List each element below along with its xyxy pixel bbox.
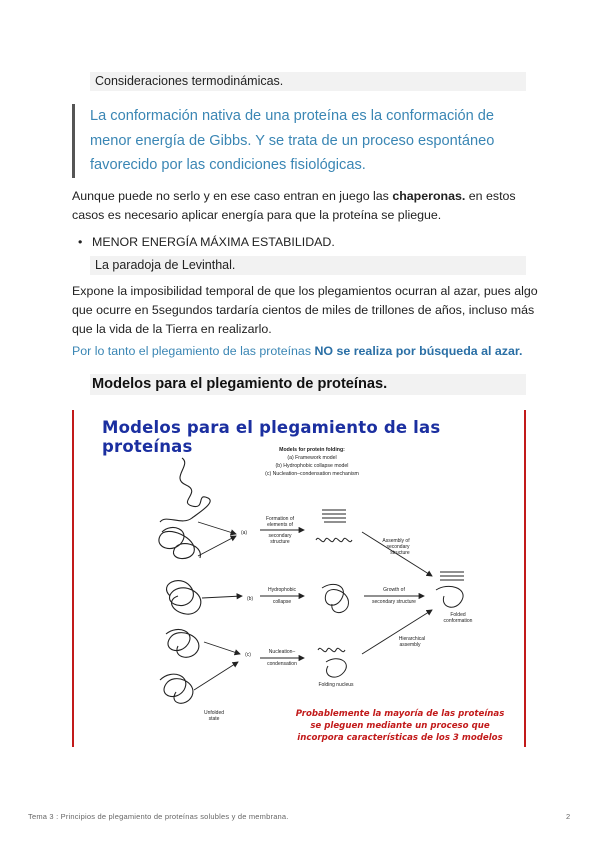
step-c-2: condensation (267, 661, 297, 667)
step-a-2: elements of (267, 522, 293, 528)
assembly-2: secondary (386, 544, 410, 550)
step-a-1: Formation of (265, 516, 295, 522)
unfolded-1: Unfolded (203, 710, 225, 716)
assembly-1: Assembly of (382, 538, 410, 544)
figure-title: Modelos para el plegamiento de las proteínas (102, 418, 441, 456)
note-line-3: incorpora características de los 3 modelos (297, 733, 503, 743)
conclusion-bold: NO se realiza por búsqueda al azar. (314, 344, 523, 358)
legend-title: Models for protein folding: (279, 447, 345, 453)
legend-b: (b) Hydrophobic collapse model (275, 463, 349, 469)
intermediate-structures (316, 510, 464, 677)
paragraph-chaperonas (72, 187, 542, 225)
label-a: (a) (240, 530, 248, 536)
paragraph-levinthal: Expone la imposibilidad temporal de que los plegamientos ocurran al azar, pues algo que ocurre en 5segundos tardaría cientos de miles de trillones de años, incluso más que la vida de la Tierra en realizarlo. (72, 284, 538, 336)
note-line-2: se pleguen mediante un proceso que (310, 721, 490, 731)
unfolded-chains (159, 458, 210, 703)
step-a-4: structure (270, 539, 290, 545)
folding-models-figure (72, 410, 526, 747)
conclusion-line (72, 342, 522, 360)
step-c-1: Nucleation– (268, 649, 296, 655)
step-b-2: collapse (272, 599, 292, 605)
bullet-icon: • (78, 235, 83, 249)
paragraph1-text-after: en estos casos es necesario aplicar energía para que la proteína se pliegue. (72, 189, 516, 222)
label-c: (c) (245, 652, 251, 658)
folding-diagram (74, 410, 524, 747)
section-heading: Consideraciones termodinámicas. (90, 72, 526, 91)
legend-a: (a) Framework model (287, 455, 337, 461)
growth-1: Growth of (383, 587, 405, 593)
hierarchical-1: Hierarchical (398, 636, 426, 642)
step-a-3: secondary (268, 533, 292, 539)
hierarchical-2: assembly (399, 642, 421, 648)
step-b-1: Hydrophobic (267, 587, 297, 593)
folded-2: conformation (443, 618, 473, 624)
bullet-item (78, 233, 335, 251)
highlight-quote: La conformación nativa de una proteína es la conformación de menor energía de Gibbs. Y se trata de un proceso espontáneo favorecido por las condiciones fisiológicas. (72, 104, 532, 178)
unfolded-2: state (208, 716, 220, 722)
paragraph1-text-before: Aunque puede no serlo y en ese caso entran en juego las (72, 189, 393, 203)
legend-c: (c) Nucleation–condensation mechanism (265, 471, 359, 477)
folded-1: Folded (450, 612, 466, 618)
paragraph1-bold: chaperonas. (392, 189, 466, 203)
growth-2: secondary structure (372, 599, 416, 605)
bullet-text: MENOR ENERGÍA MÁXIMA ESTABILIDAD. (92, 235, 335, 249)
models-section-title: Modelos para el plegamiento de proteínas. (90, 374, 526, 395)
assembly-3: structure (390, 550, 410, 556)
note-line-1: Probablemente la mayoría de las proteínas (295, 709, 505, 719)
levinthal-subheading: La paradoja de Levinthal. (90, 256, 526, 275)
folding-nucleus-label: Folding nucleus (318, 682, 354, 688)
conclusion-text: Por lo tanto el plegamiento de las proteínas (72, 344, 315, 358)
label-b: (b) (246, 596, 254, 602)
page-footer: Tema 3 : Principios de plegamiento de proteínas solubles y de membrana. (28, 812, 289, 821)
page-number: 2 (566, 812, 571, 821)
